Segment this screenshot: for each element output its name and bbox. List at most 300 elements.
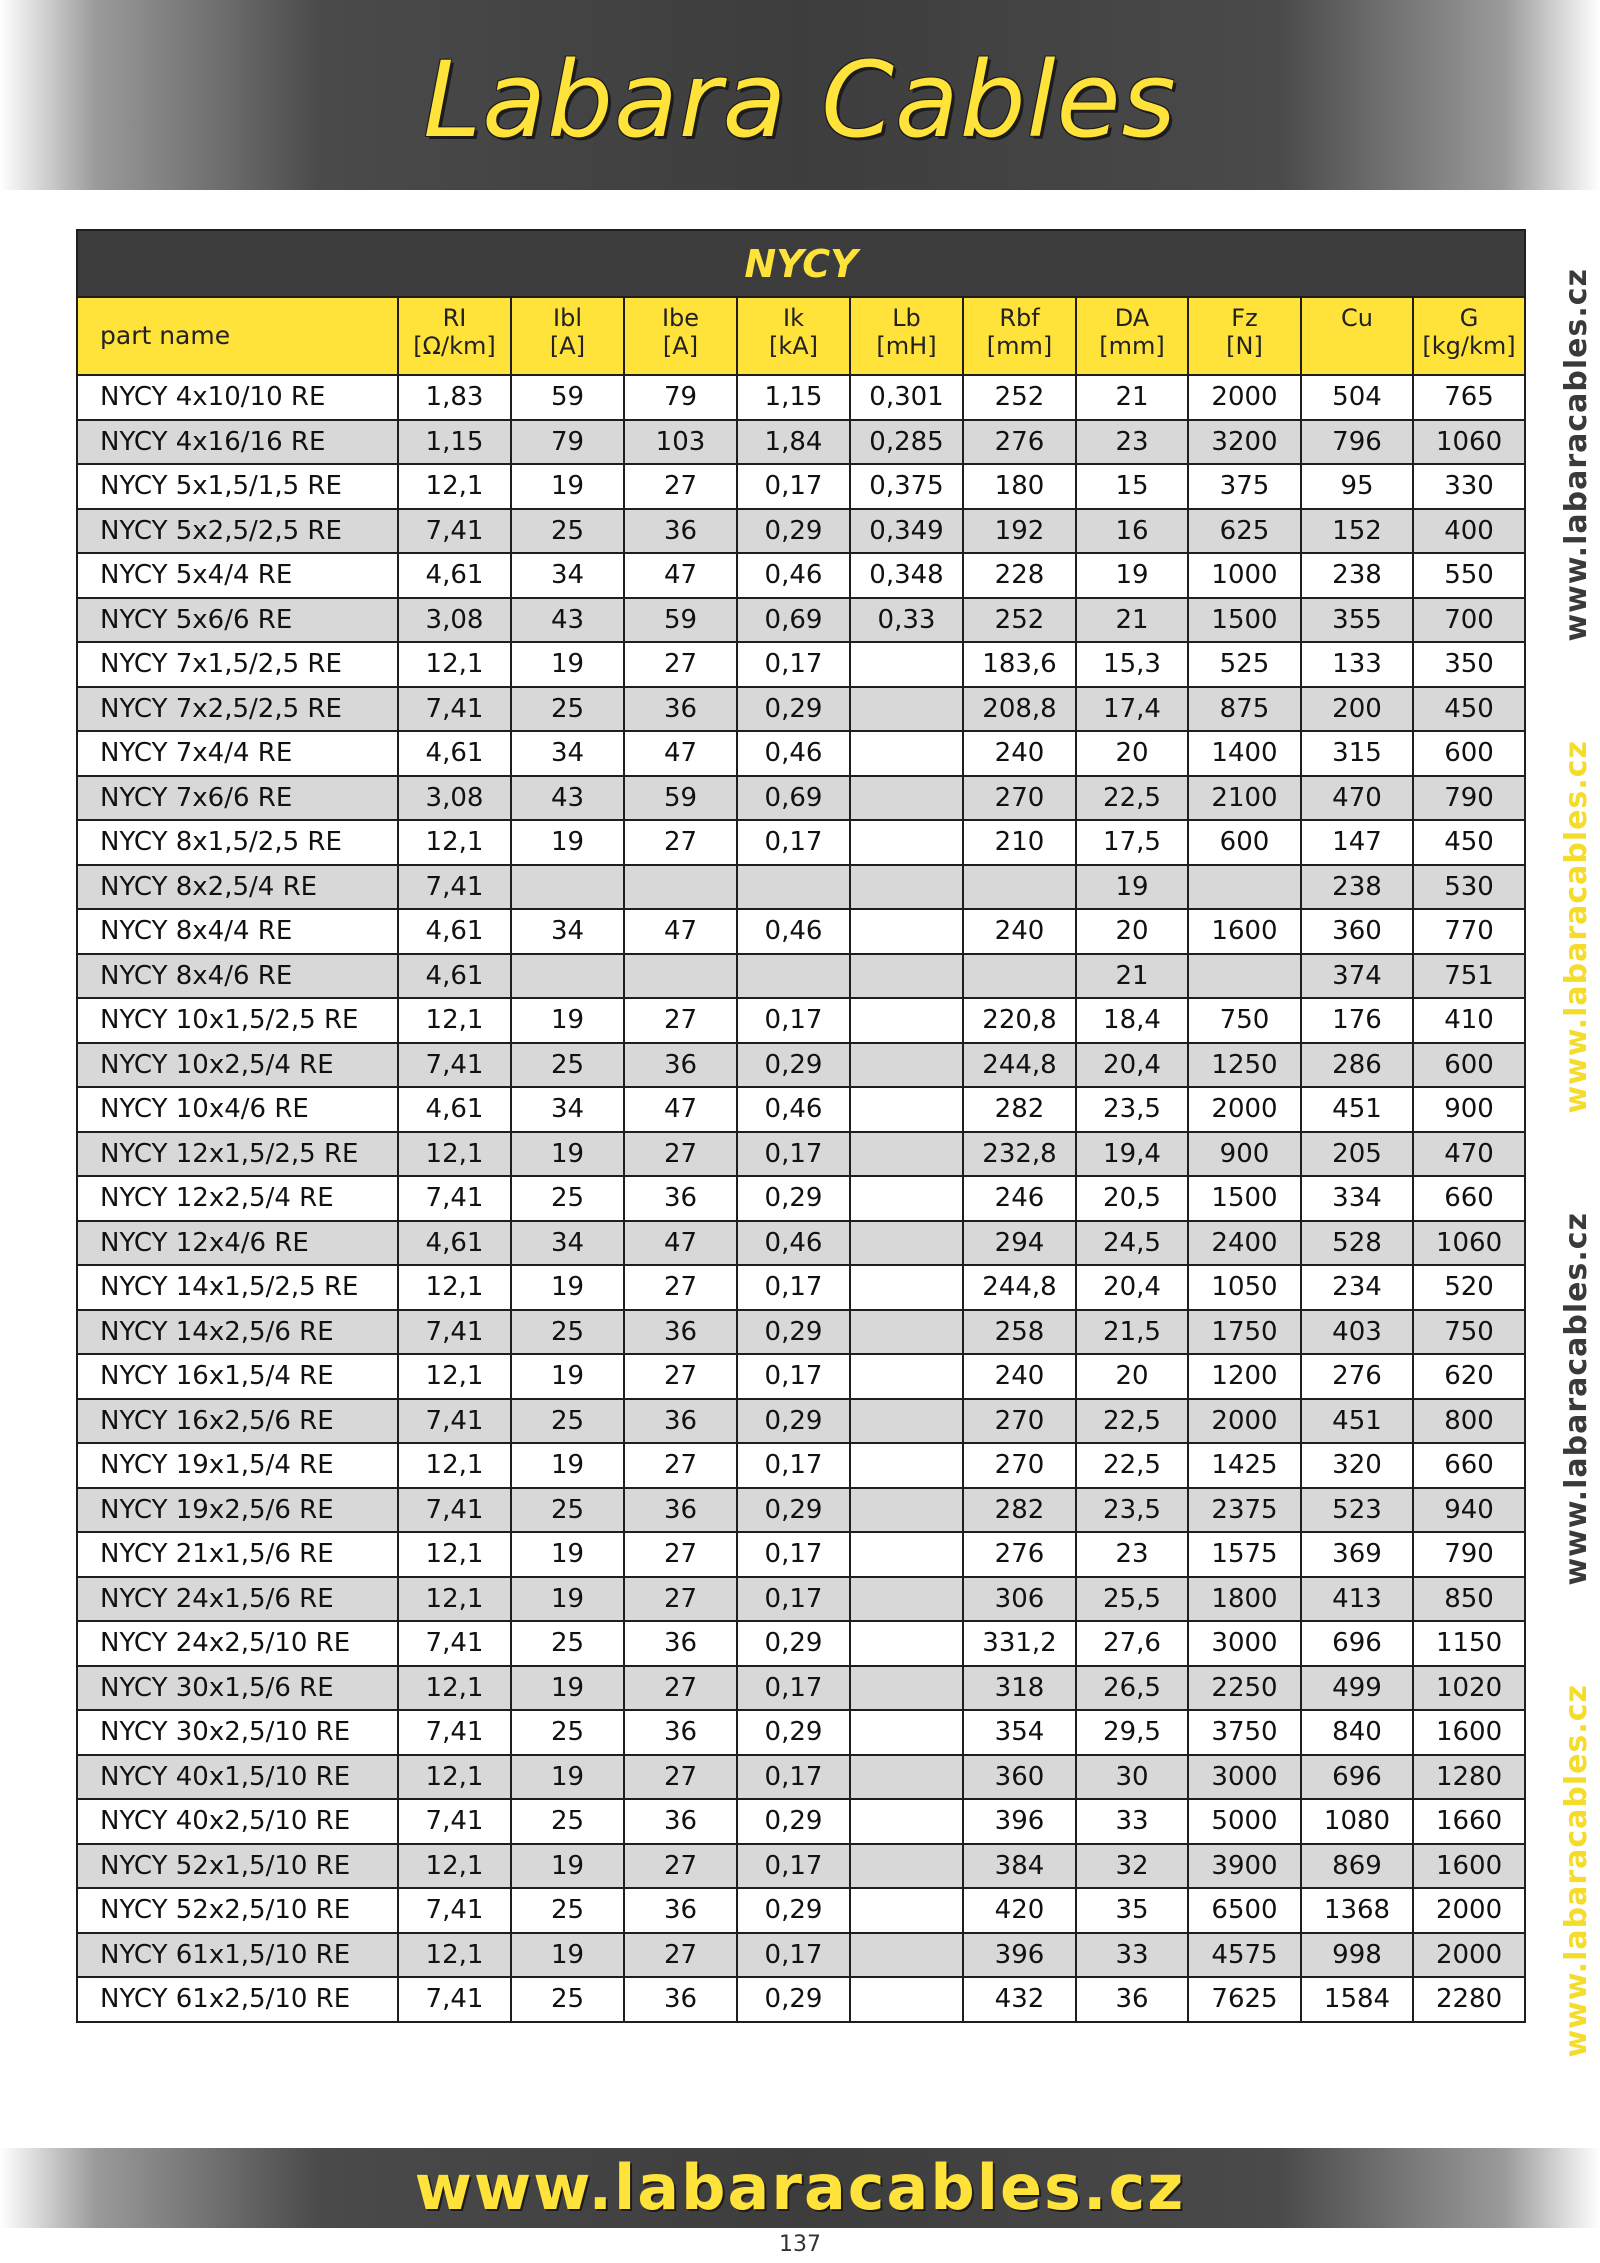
- cell-rbf: 192: [963, 509, 1076, 554]
- cell-cu: 95: [1301, 464, 1413, 509]
- cell-rbf: [963, 954, 1076, 999]
- cell-ri: 7,41: [398, 1888, 511, 1933]
- cell-da: 21: [1076, 375, 1188, 420]
- cell-cu: 1080: [1301, 1799, 1413, 1844]
- cell-rbf: 228: [963, 553, 1076, 598]
- cell-g: 1060: [1413, 1221, 1525, 1266]
- cell-rbf: 276: [963, 420, 1076, 465]
- cell-g: 2280: [1413, 1977, 1525, 2022]
- cell-ibe: 36: [624, 1043, 737, 1088]
- footer-url: www.labaracables.cz: [414, 2151, 1186, 2224]
- cell-part-name: NYCY 12x1,5/2,5 RE: [77, 1132, 398, 1177]
- column-header-ibe: [624, 297, 737, 375]
- cell-ibl: 25: [511, 509, 624, 554]
- cell-lb: [850, 1176, 963, 1221]
- cell-ibl: 19: [511, 1265, 624, 1310]
- table-row: [77, 598, 1525, 643]
- cell-ibl: 19: [511, 1354, 624, 1399]
- cell-ibe: 27: [624, 998, 737, 1043]
- cell-part-name: NYCY 4x10/10 RE: [77, 375, 398, 420]
- cell-ri: 12,1: [398, 1666, 511, 1711]
- cell-lb: [850, 1087, 963, 1132]
- cell-ik: 0,29: [737, 1621, 850, 1666]
- table-row: [77, 820, 1525, 865]
- cell-part-name: NYCY 24x1,5/6 RE: [77, 1577, 398, 1622]
- cell-ibl: 25: [511, 1621, 624, 1666]
- cell-part-name: NYCY 7x1,5/2,5 RE: [77, 642, 398, 687]
- table-row: [77, 776, 1525, 821]
- cell-lb: [850, 687, 963, 732]
- cell-ibe: [624, 865, 737, 910]
- cell-rbf: 252: [963, 598, 1076, 643]
- page-number: 137: [779, 2232, 821, 2257]
- cell-ik: 0,29: [737, 1977, 850, 2022]
- column-header-ibl: [511, 297, 624, 375]
- column-header-unit: [mH]: [876, 332, 937, 360]
- cell-cu: 523: [1301, 1488, 1413, 1533]
- cell-ibl: 19: [511, 1844, 624, 1889]
- cell-ibe: 36: [624, 687, 737, 732]
- cell-g: 450: [1413, 687, 1525, 732]
- cell-ibe: 36: [624, 1710, 737, 1755]
- cell-ri: 7,41: [398, 1710, 511, 1755]
- cell-part-name: NYCY 52x1,5/10 RE: [77, 1844, 398, 1889]
- table-row: [77, 1888, 1525, 1933]
- cell-ik: [737, 954, 850, 999]
- table-row: [77, 1666, 1525, 1711]
- cell-lb: [850, 1710, 963, 1755]
- table-row: [77, 687, 1525, 732]
- table-row: [77, 865, 1525, 910]
- cell-g: 765: [1413, 375, 1525, 420]
- cell-lb: [850, 776, 963, 821]
- cell-da: 15: [1076, 464, 1188, 509]
- table-row: [77, 1354, 1525, 1399]
- cell-ibl: 19: [511, 998, 624, 1043]
- cell-g: 1150: [1413, 1621, 1525, 1666]
- cell-part-name: NYCY 61x2,5/10 RE: [77, 1977, 398, 2022]
- cell-part-name: NYCY 40x2,5/10 RE: [77, 1799, 398, 1844]
- column-header-name: Ibl: [553, 304, 582, 332]
- cell-da: 22,5: [1076, 776, 1188, 821]
- cell-ibl: 43: [511, 776, 624, 821]
- cell-ri: 7,41: [398, 1310, 511, 1355]
- cell-cu: 840: [1301, 1710, 1413, 1755]
- cell-ik: 0,17: [737, 1265, 850, 1310]
- table-row: [77, 553, 1525, 598]
- cell-cu: 1368: [1301, 1888, 1413, 1933]
- cell-lb: [850, 1755, 963, 1800]
- cell-ri: 12,1: [398, 820, 511, 865]
- cell-g: 470: [1413, 1132, 1525, 1177]
- cell-g: 600: [1413, 731, 1525, 776]
- cell-rbf: 331,2: [963, 1621, 1076, 1666]
- cell-g: 940: [1413, 1488, 1525, 1533]
- cell-g: 660: [1413, 1176, 1525, 1221]
- cell-da: 30: [1076, 1755, 1188, 1800]
- column-header-cu: [1301, 297, 1413, 375]
- cell-g: 770: [1413, 909, 1525, 954]
- side-url-2: www.labaracables.cz: [1559, 740, 1594, 1114]
- cell-da: 24,5: [1076, 1221, 1188, 1266]
- column-header-unit: [mm]: [1099, 332, 1165, 360]
- cell-fz: 3000: [1188, 1621, 1301, 1666]
- cell-da: 19,4: [1076, 1132, 1188, 1177]
- column-header-da: [1076, 297, 1188, 375]
- cell-g: 900: [1413, 1087, 1525, 1132]
- cell-ibl: 19: [511, 1577, 624, 1622]
- cell-part-name: NYCY 12x4/6 RE: [77, 1221, 398, 1266]
- cell-g: 660: [1413, 1443, 1525, 1488]
- cell-ik: [737, 865, 850, 910]
- table-row: [77, 1176, 1525, 1221]
- cell-da: 26,5: [1076, 1666, 1188, 1711]
- cell-part-name: NYCY 7x6/6 RE: [77, 776, 398, 821]
- cell-cu: 200: [1301, 687, 1413, 732]
- cell-rbf: 270: [963, 1443, 1076, 1488]
- cell-ibl: [511, 865, 624, 910]
- cell-ibl: 25: [511, 1310, 624, 1355]
- column-header-ri: [398, 297, 511, 375]
- cell-cu: 152: [1301, 509, 1413, 554]
- column-header-lb: [850, 297, 963, 375]
- column-header-row: [77, 297, 1525, 375]
- cell-part-name: NYCY 10x4/6 RE: [77, 1087, 398, 1132]
- cell-ik: 0,17: [737, 1443, 850, 1488]
- cell-fz: 1000: [1188, 553, 1301, 598]
- column-header-ik: [737, 297, 850, 375]
- cell-part-name: NYCY 61x1,5/10 RE: [77, 1933, 398, 1978]
- cell-lb: [850, 642, 963, 687]
- cell-ik: 0,17: [737, 642, 850, 687]
- cell-ik: 0,17: [737, 1132, 850, 1177]
- cell-part-name: NYCY 16x1,5/4 RE: [77, 1354, 398, 1399]
- cell-part-name: NYCY 14x2,5/6 RE: [77, 1310, 398, 1355]
- cell-ibl: 34: [511, 553, 624, 598]
- cell-g: 790: [1413, 776, 1525, 821]
- cell-fz: 1750: [1188, 1310, 1301, 1355]
- cell-ri: 1,83: [398, 375, 511, 420]
- column-header-unit: [kA]: [768, 332, 819, 360]
- cell-da: 20: [1076, 1354, 1188, 1399]
- cell-rbf: 276: [963, 1532, 1076, 1577]
- cell-ri: 7,41: [398, 1621, 511, 1666]
- cell-rbf: 240: [963, 731, 1076, 776]
- cell-ik: 0,29: [737, 1799, 850, 1844]
- cell-ik: 0,69: [737, 776, 850, 821]
- cell-ik: 0,29: [737, 509, 850, 554]
- cell-ibl: 19: [511, 1132, 624, 1177]
- cell-da: 33: [1076, 1799, 1188, 1844]
- cell-lb: 0,348: [850, 553, 963, 598]
- table-row: [77, 1488, 1525, 1533]
- cell-part-name: NYCY 24x2,5/10 RE: [77, 1621, 398, 1666]
- cell-cu: 286: [1301, 1043, 1413, 1088]
- table-row: [77, 954, 1525, 999]
- cell-rbf: 210: [963, 820, 1076, 865]
- cell-cu: 696: [1301, 1755, 1413, 1800]
- cell-g: 450: [1413, 820, 1525, 865]
- cell-da: 19: [1076, 553, 1188, 598]
- cell-da: 20,5: [1076, 1176, 1188, 1221]
- cell-g: 800: [1413, 1399, 1525, 1444]
- cell-ibe: 27: [624, 1532, 737, 1577]
- cell-fz: 7625: [1188, 1977, 1301, 2022]
- cell-ik: 0,17: [737, 464, 850, 509]
- cell-fz: 4575: [1188, 1933, 1301, 1978]
- cell-da: 23: [1076, 1532, 1188, 1577]
- cell-ik: 0,17: [737, 820, 850, 865]
- cell-g: 1600: [1413, 1710, 1525, 1755]
- table-row: [77, 731, 1525, 776]
- cell-lb: 0,285: [850, 420, 963, 465]
- cell-lb: [850, 1799, 963, 1844]
- column-header-unit: [A]: [662, 332, 699, 360]
- cell-ibe: 79: [624, 375, 737, 420]
- cell-da: 17,5: [1076, 820, 1188, 865]
- cell-da: 22,5: [1076, 1399, 1188, 1444]
- cell-g: 620: [1413, 1354, 1525, 1399]
- cell-fz: 625: [1188, 509, 1301, 554]
- table-row: [77, 1310, 1525, 1355]
- cell-ibe: 103: [624, 420, 737, 465]
- cell-rbf: 244,8: [963, 1265, 1076, 1310]
- table-row: [77, 1621, 1525, 1666]
- cell-rbf: 384: [963, 1844, 1076, 1889]
- cell-rbf: 240: [963, 1354, 1076, 1399]
- cell-ibe: 27: [624, 1844, 737, 1889]
- cell-ibe: 36: [624, 1488, 737, 1533]
- cell-ik: 0,69: [737, 598, 850, 643]
- cell-rbf: 318: [963, 1666, 1076, 1711]
- cell-lb: [850, 954, 963, 999]
- cell-ri: 3,08: [398, 598, 511, 643]
- cell-ri: 12,1: [398, 998, 511, 1043]
- cell-da: 23: [1076, 420, 1188, 465]
- cell-cu: 696: [1301, 1621, 1413, 1666]
- cell-ik: 0,46: [737, 731, 850, 776]
- cell-g: 751: [1413, 954, 1525, 999]
- cell-da: 21,5: [1076, 1310, 1188, 1355]
- cell-ibl: 19: [511, 1755, 624, 1800]
- cell-lb: [850, 1132, 963, 1177]
- cell-ibl: 19: [511, 1666, 624, 1711]
- cell-ibe: 27: [624, 820, 737, 865]
- cell-fz: 1575: [1188, 1532, 1301, 1577]
- cell-lb: [850, 1977, 963, 2022]
- cell-cu: 234: [1301, 1265, 1413, 1310]
- cell-da: 36: [1076, 1977, 1188, 2022]
- cell-fz: 750: [1188, 998, 1301, 1043]
- cell-da: 29,5: [1076, 1710, 1188, 1755]
- cell-fz: 2100: [1188, 776, 1301, 821]
- cell-rbf: 258: [963, 1310, 1076, 1355]
- cell-fz: 900: [1188, 1132, 1301, 1177]
- cell-da: 20,4: [1076, 1043, 1188, 1088]
- cell-part-name: NYCY 21x1,5/6 RE: [77, 1532, 398, 1577]
- cell-ri: 7,41: [398, 865, 511, 910]
- cell-ibl: 25: [511, 1399, 624, 1444]
- cell-ibe: 47: [624, 1221, 737, 1266]
- cell-da: 25,5: [1076, 1577, 1188, 1622]
- cell-ibe: 36: [624, 1176, 737, 1221]
- cell-lb: [850, 1221, 963, 1266]
- cell-fz: 3000: [1188, 1755, 1301, 1800]
- cell-ibe: 47: [624, 909, 737, 954]
- cell-cu: 413: [1301, 1577, 1413, 1622]
- cell-ik: 0,17: [737, 1666, 850, 1711]
- cell-fz: 2000: [1188, 1399, 1301, 1444]
- cell-fz: 1050: [1188, 1265, 1301, 1310]
- table-row: [77, 1265, 1525, 1310]
- cell-ibe: 27: [624, 1577, 737, 1622]
- table-row: [77, 1977, 1525, 2022]
- cell-lb: [850, 1621, 963, 1666]
- cell-ri: 7,41: [398, 509, 511, 554]
- cell-g: 850: [1413, 1577, 1525, 1622]
- cell-cu: 205: [1301, 1132, 1413, 1177]
- cell-lb: [850, 1488, 963, 1533]
- cell-ik: 0,17: [737, 1933, 850, 1978]
- cell-ik: 0,29: [737, 1043, 850, 1088]
- cell-cu: 176: [1301, 998, 1413, 1043]
- cell-ibl: 34: [511, 1221, 624, 1266]
- cell-ri: 7,41: [398, 1176, 511, 1221]
- cell-ri: 7,41: [398, 1799, 511, 1844]
- cell-da: 21: [1076, 954, 1188, 999]
- side-url-3: www.labaracables.cz: [1559, 1212, 1594, 1586]
- cell-lb: 0,375: [850, 464, 963, 509]
- cell-ri: 3,08: [398, 776, 511, 821]
- cell-fz: 875: [1188, 687, 1301, 732]
- cell-ibe: 27: [624, 1755, 737, 1800]
- cell-rbf: 270: [963, 776, 1076, 821]
- cell-g: 750: [1413, 1310, 1525, 1355]
- cell-cu: 238: [1301, 865, 1413, 910]
- cell-rbf: 396: [963, 1799, 1076, 1844]
- column-header-unit: [kg/km]: [1422, 332, 1516, 360]
- cell-ibe: 36: [624, 1621, 737, 1666]
- cell-fz: 525: [1188, 642, 1301, 687]
- cell-fz: 3200: [1188, 420, 1301, 465]
- cell-ri: 12,1: [398, 1532, 511, 1577]
- cell-ik: 0,17: [737, 1354, 850, 1399]
- cell-g: 1600: [1413, 1844, 1525, 1889]
- cell-ibl: 19: [511, 464, 624, 509]
- cell-rbf: 208,8: [963, 687, 1076, 732]
- cell-part-name: NYCY 30x2,5/10 RE: [77, 1710, 398, 1755]
- cell-rbf: 282: [963, 1488, 1076, 1533]
- cell-part-name: NYCY 4x16/16 RE: [77, 420, 398, 465]
- cell-lb: [850, 1933, 963, 1978]
- column-header-rbf: [963, 297, 1076, 375]
- cell-fz: [1188, 865, 1301, 910]
- cell-da: 21: [1076, 598, 1188, 643]
- cell-part-name: NYCY 8x4/4 RE: [77, 909, 398, 954]
- column-header-unit: [N]: [1226, 332, 1263, 360]
- cell-fz: [1188, 954, 1301, 999]
- cell-fz: 5000: [1188, 1799, 1301, 1844]
- cell-rbf: [963, 865, 1076, 910]
- cell-ibl: 25: [511, 1799, 624, 1844]
- cell-lb: [850, 1577, 963, 1622]
- cell-cu: 238: [1301, 553, 1413, 598]
- cell-ri: 7,41: [398, 1043, 511, 1088]
- cell-da: 20,4: [1076, 1265, 1188, 1310]
- cell-ibe: 27: [624, 1354, 737, 1399]
- cell-ibe: 27: [624, 1132, 737, 1177]
- column-header-unit: [Ω/km]: [413, 332, 496, 360]
- cell-cu: 451: [1301, 1399, 1413, 1444]
- table-row: [77, 1221, 1525, 1266]
- cell-ibl: 25: [511, 1888, 624, 1933]
- cell-ibe: 36: [624, 1310, 737, 1355]
- cell-fz: 3900: [1188, 1844, 1301, 1889]
- cell-part-name: NYCY 7x2,5/2,5 RE: [77, 687, 398, 732]
- cell-ri: 4,61: [398, 954, 511, 999]
- cell-da: 20: [1076, 731, 1188, 776]
- cell-ibl: 34: [511, 909, 624, 954]
- column-header-name: Ibe: [661, 304, 700, 332]
- cell-ik: 0,29: [737, 687, 850, 732]
- cell-ibl: 43: [511, 598, 624, 643]
- cell-cu: 355: [1301, 598, 1413, 643]
- cell-lb: 0,33: [850, 598, 963, 643]
- cell-part-name: NYCY 5x6/6 RE: [77, 598, 398, 643]
- cell-ibe: 36: [624, 509, 737, 554]
- cell-g: 600: [1413, 1043, 1525, 1088]
- cell-rbf: 220,8: [963, 998, 1076, 1043]
- cell-g: 790: [1413, 1532, 1525, 1577]
- cell-ri: 12,1: [398, 464, 511, 509]
- cell-rbf: 432: [963, 1977, 1076, 2022]
- cell-ibe: 27: [624, 1666, 737, 1711]
- cell-ri: 12,1: [398, 1933, 511, 1978]
- cell-lb: 0,301: [850, 375, 963, 420]
- table-row: [77, 642, 1525, 687]
- cell-ibl: 59: [511, 375, 624, 420]
- cell-g: 2000: [1413, 1888, 1525, 1933]
- cell-ik: 0,17: [737, 1844, 850, 1889]
- cell-ibe: 36: [624, 1399, 737, 1444]
- nycy-spec-table: [76, 229, 1526, 2023]
- column-header-unit: [A]: [549, 332, 586, 360]
- table-row: [77, 420, 1525, 465]
- cell-ibe: 27: [624, 642, 737, 687]
- table-row: [77, 1132, 1525, 1177]
- cell-ri: 7,41: [398, 687, 511, 732]
- cell-cu: 360: [1301, 909, 1413, 954]
- cell-part-name: NYCY 10x1,5/2,5 RE: [77, 998, 398, 1043]
- cell-rbf: 294: [963, 1221, 1076, 1266]
- cell-g: 1280: [1413, 1755, 1525, 1800]
- cell-fz: 1600: [1188, 909, 1301, 954]
- column-header-g: [1413, 297, 1525, 375]
- cell-ri: 4,61: [398, 731, 511, 776]
- cell-ik: 0,17: [737, 1532, 850, 1577]
- table-row: [77, 1443, 1525, 1488]
- cell-ik: 0,46: [737, 1221, 850, 1266]
- cell-cu: 315: [1301, 731, 1413, 776]
- column-header-part-name: part name: [77, 297, 398, 375]
- cell-cu: 796: [1301, 420, 1413, 465]
- cell-ri: 12,1: [398, 1755, 511, 1800]
- cell-rbf: 232,8: [963, 1132, 1076, 1177]
- cell-fz: 600: [1188, 820, 1301, 865]
- cell-cu: 133: [1301, 642, 1413, 687]
- cell-g: 1060: [1413, 420, 1525, 465]
- cell-lb: [850, 909, 963, 954]
